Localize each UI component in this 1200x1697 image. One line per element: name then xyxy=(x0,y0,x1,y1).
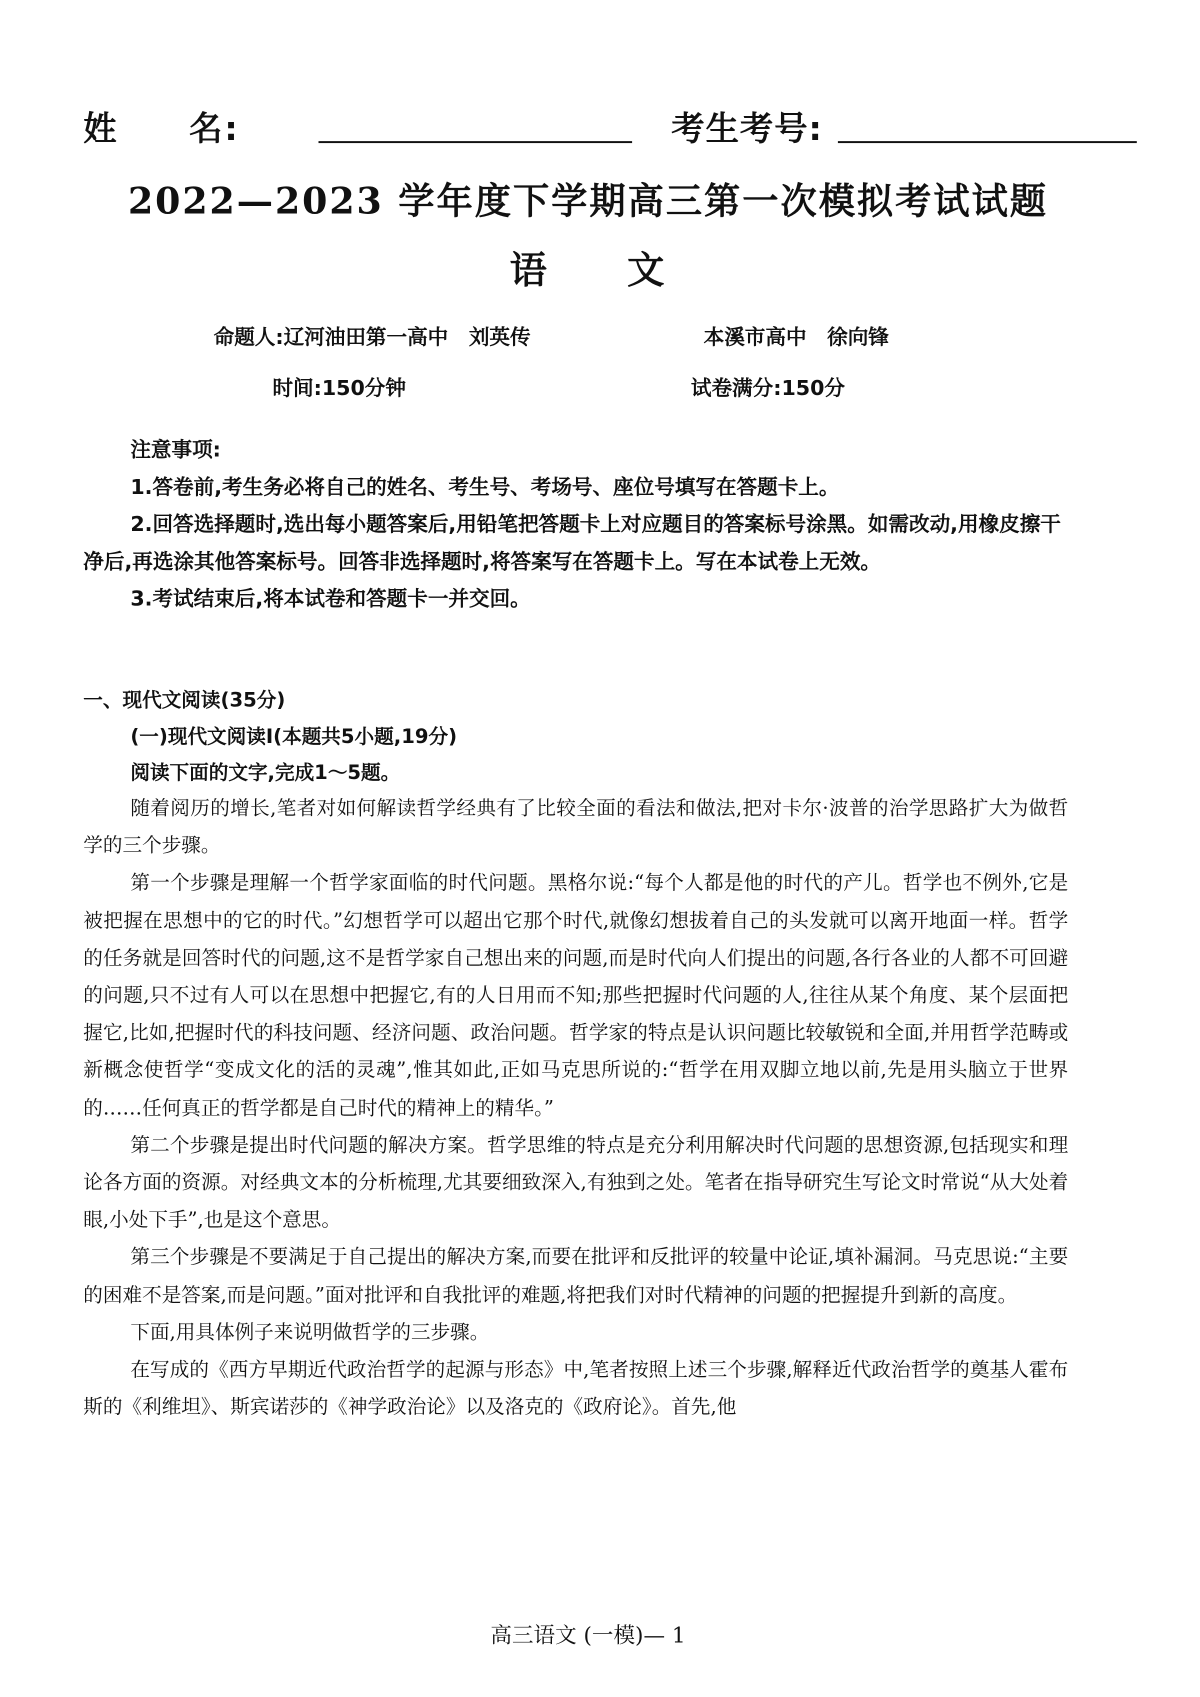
passage-paragraph: 下面,用具体例子来说明做哲学的三步骤。 xyxy=(130,1319,490,1344)
reading-passage xyxy=(83,789,1068,1425)
candidate-id-label: 考生考号: xyxy=(671,109,823,149)
section-heading: 一、现代文阅读(35分) xyxy=(83,687,286,712)
notice-item: 2.回答选择题时,选出每小题答案后,用铅笔把答题卡上对应题目的答案标号涂黑。如需改动,用橡皮擦干净后,再选涂其他答案标号。回答非选择题时,将答案写在答题卡上。写在本试卷上无效。 xyxy=(83,512,1061,574)
passage-paragraph: 第二个步骤是提出时代问题的解决方案。哲学思维的特点是充分利用解决时代问题的思想资源,包括现实和理论各方面的资源。对经典文本的分析梳理,尤其要细致深入,有独到之处。笔者在指导研究生写论文时常说“从大处着眼,小处下手”,也是这个意思。 xyxy=(83,1132,1069,1232)
notice-item: 1.答卷前,考生务必将自己的姓名、考生号、考场号、座位号填写在答题卡上。 xyxy=(130,475,840,499)
candidate-header xyxy=(83,102,1078,157)
subject-title: 语 文 xyxy=(509,247,667,293)
name-label: 姓 名: xyxy=(83,109,240,149)
passage-paragraph: 第三个步骤是不要满足于自己提出的解决方案,而要在批评和反批评的较量中论证,填补漏洞。马克思说:“主要的困难不是答案,而是问题。”面对批评和自我批评的难题,将把我们对时代精神的问题的把握提升到新的高度。 xyxy=(83,1245,1069,1306)
name-blank-line xyxy=(319,141,633,143)
passage-paragraph: 第一个步骤是理解一个哲学家面临的时代问题。黑格尔说:“每个人都是他的时代的产儿。哲学也不例外,它是被把握在思想中的它的时代。”幻想哲学可以超出它那个时代,就像幻想拔着自己的头发就可以离开地面一样。哲学的任务就是回答时代的问题,这不是哲学家自己想出来的问题,而是时代向人们提出的问题,各行各业的人都不可回避的问题,只不过有人可以在思想中把握它,有的人日用而不知;那些把握时代问题的人,往往从某个角度、某个层面把握它,比如,把握时代的科技问题、经济问题、政治问题。哲学家的特点是认识问题比较敏锐和全面,并用哲学范畴或新概念使哲学“变成文化的活的灵魂”,惟其如此,正如马克思所说的:“哲学在用双脚立地以前,先是用头脑立于世界的……任何真正的哲学都是自己时代的精神上的精华。” xyxy=(83,870,1069,1119)
author-2: 本溪市高中 徐向锋 xyxy=(703,325,889,349)
exam-title: 2022—2023 学年度下学期高三第一次模拟考试试题 xyxy=(127,179,1049,223)
candidate-id-blank-line xyxy=(838,141,1137,143)
author-1: 命题人:辽河油田第一高中 刘英传 xyxy=(213,325,531,349)
full-score: 试卷满分:150分 xyxy=(690,376,845,400)
notice-item: 3.考试结束后,将本试卷和答题卡一并交回。 xyxy=(130,587,531,611)
notice-heading: 注意事项: xyxy=(130,438,221,462)
section-sub-heading: (一)现代文阅读Ⅰ(本题共5小题,19分) xyxy=(130,724,458,748)
passage-paragraph: 随着阅历的增长,笔者对如何解读哲学经典有了比较全面的看法和做法,把对卡尔·波普的治学思路扩大为做哲学的三个步骤。 xyxy=(83,795,1069,857)
exam-time: 时间:150分钟 xyxy=(272,376,406,400)
section-instruction: 阅读下面的文字,完成1～5题。 xyxy=(130,760,401,784)
page-footer: 高三语文 (一模)— 1 xyxy=(490,1623,686,1649)
passage-paragraph: 在写成的《西方早期近代政治哲学的起源与形态》中,笔者按照上述三个步骤,解释近代政治哲学的奠基人霍布斯的《利维坦》、斯宾诺莎的《神学政治论》以及洛克的《政府论》。首先,他 xyxy=(83,1357,1069,1419)
notice-block xyxy=(83,431,1068,617)
section-header xyxy=(83,682,1068,791)
